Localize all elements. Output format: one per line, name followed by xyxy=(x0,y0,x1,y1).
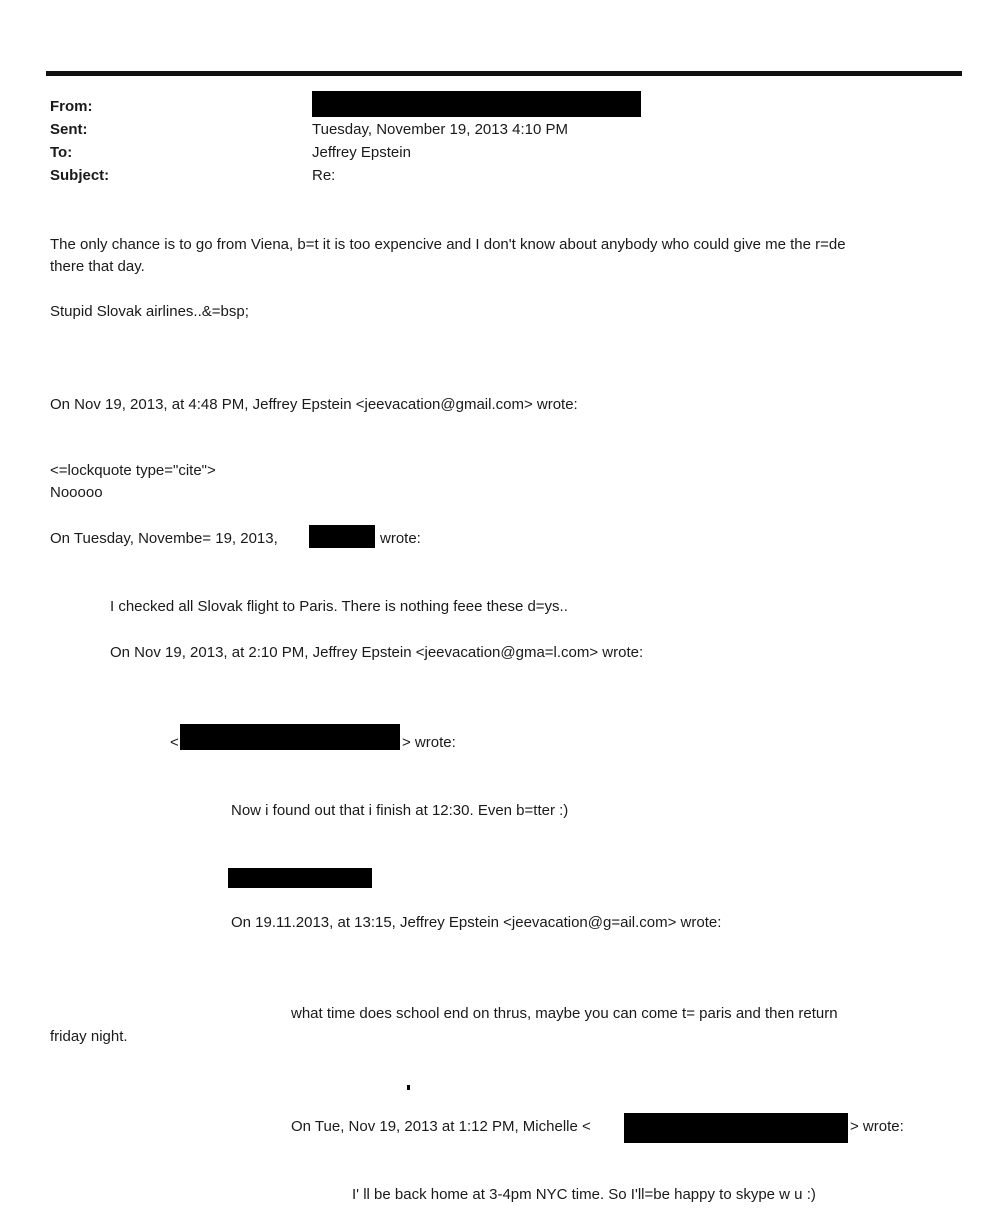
subject-value: Re: xyxy=(312,167,336,184)
from-label: From: xyxy=(50,98,93,115)
quote5-text-a: what time does school end on thrus, maybe you can come t= paris and then return xyxy=(291,1005,838,1022)
body-line-1: The only chance is to go from Viena, b=t it is too expencive and I don't know about anybody who could give me the r=de xyxy=(50,236,846,253)
body-line-3: Stupid Slovak airlines..&=bsp; xyxy=(50,303,249,320)
stray-mark xyxy=(407,1085,410,1090)
quote2-attribution-suffix: wrote: xyxy=(380,530,421,547)
subject-label: Subject: xyxy=(50,167,110,184)
quote6-attribution-prefix: On Tue, Nov 19, 2013 at 1:12 PM, Michelle < xyxy=(291,1118,591,1135)
redaction-quote4-signature xyxy=(228,868,372,888)
quote4-text: Now i found out that i finish at 12:30. Even b=tter :) xyxy=(231,802,569,819)
redaction-quote6-email xyxy=(624,1113,848,1143)
quote4-attribution-suffix: > wrote: xyxy=(402,734,456,751)
quote1-text: Nooooo xyxy=(50,484,103,501)
redaction-from xyxy=(312,91,641,117)
blockquote-tag: <=lockquote type="cite"> xyxy=(50,462,216,479)
quote3-attribution: On Nov 19, 2013, at 2:10 PM, Jeffrey Epstein <jeevacation@gma=l.com> wrote: xyxy=(110,644,644,661)
to-label: To: xyxy=(50,144,73,161)
to-value: Jeffrey Epstein xyxy=(312,144,411,161)
quote6-attribution-suffix: > wrote: xyxy=(850,1118,904,1135)
redaction-quote2-sender xyxy=(309,525,375,548)
quote2-attribution-prefix: On Tuesday, Novembe= 19, 2013, xyxy=(50,530,278,547)
quote6-text: I' ll be back home at 3-4pm NYC time. So I'll=be happy to skype w u :) xyxy=(352,1186,816,1203)
quote5-attribution: On 19.11.2013, at 13:15, Jeffrey Epstein <jeevacation@g=ail.com> wrote: xyxy=(231,914,722,931)
quote4-attribution-prefix: < xyxy=(170,734,179,751)
quote5-text-b: friday night. xyxy=(50,1028,128,1045)
sent-value: Tuesday, November 19, 2013 4:10 PM xyxy=(312,121,568,138)
redaction-quote4-sender xyxy=(180,724,400,750)
quote2-text: I checked all Slovak flight to Paris. There is nothing feee these d=ys.. xyxy=(110,598,568,615)
sent-label: Sent: xyxy=(50,121,88,138)
quote1-attribution: On Nov 19, 2013, at 4:48 PM, Jeffrey Epstein <jeevacation@gmail.com> wrote: xyxy=(50,396,578,413)
body-line-2: there that day. xyxy=(50,258,145,275)
header-divider xyxy=(46,71,962,76)
